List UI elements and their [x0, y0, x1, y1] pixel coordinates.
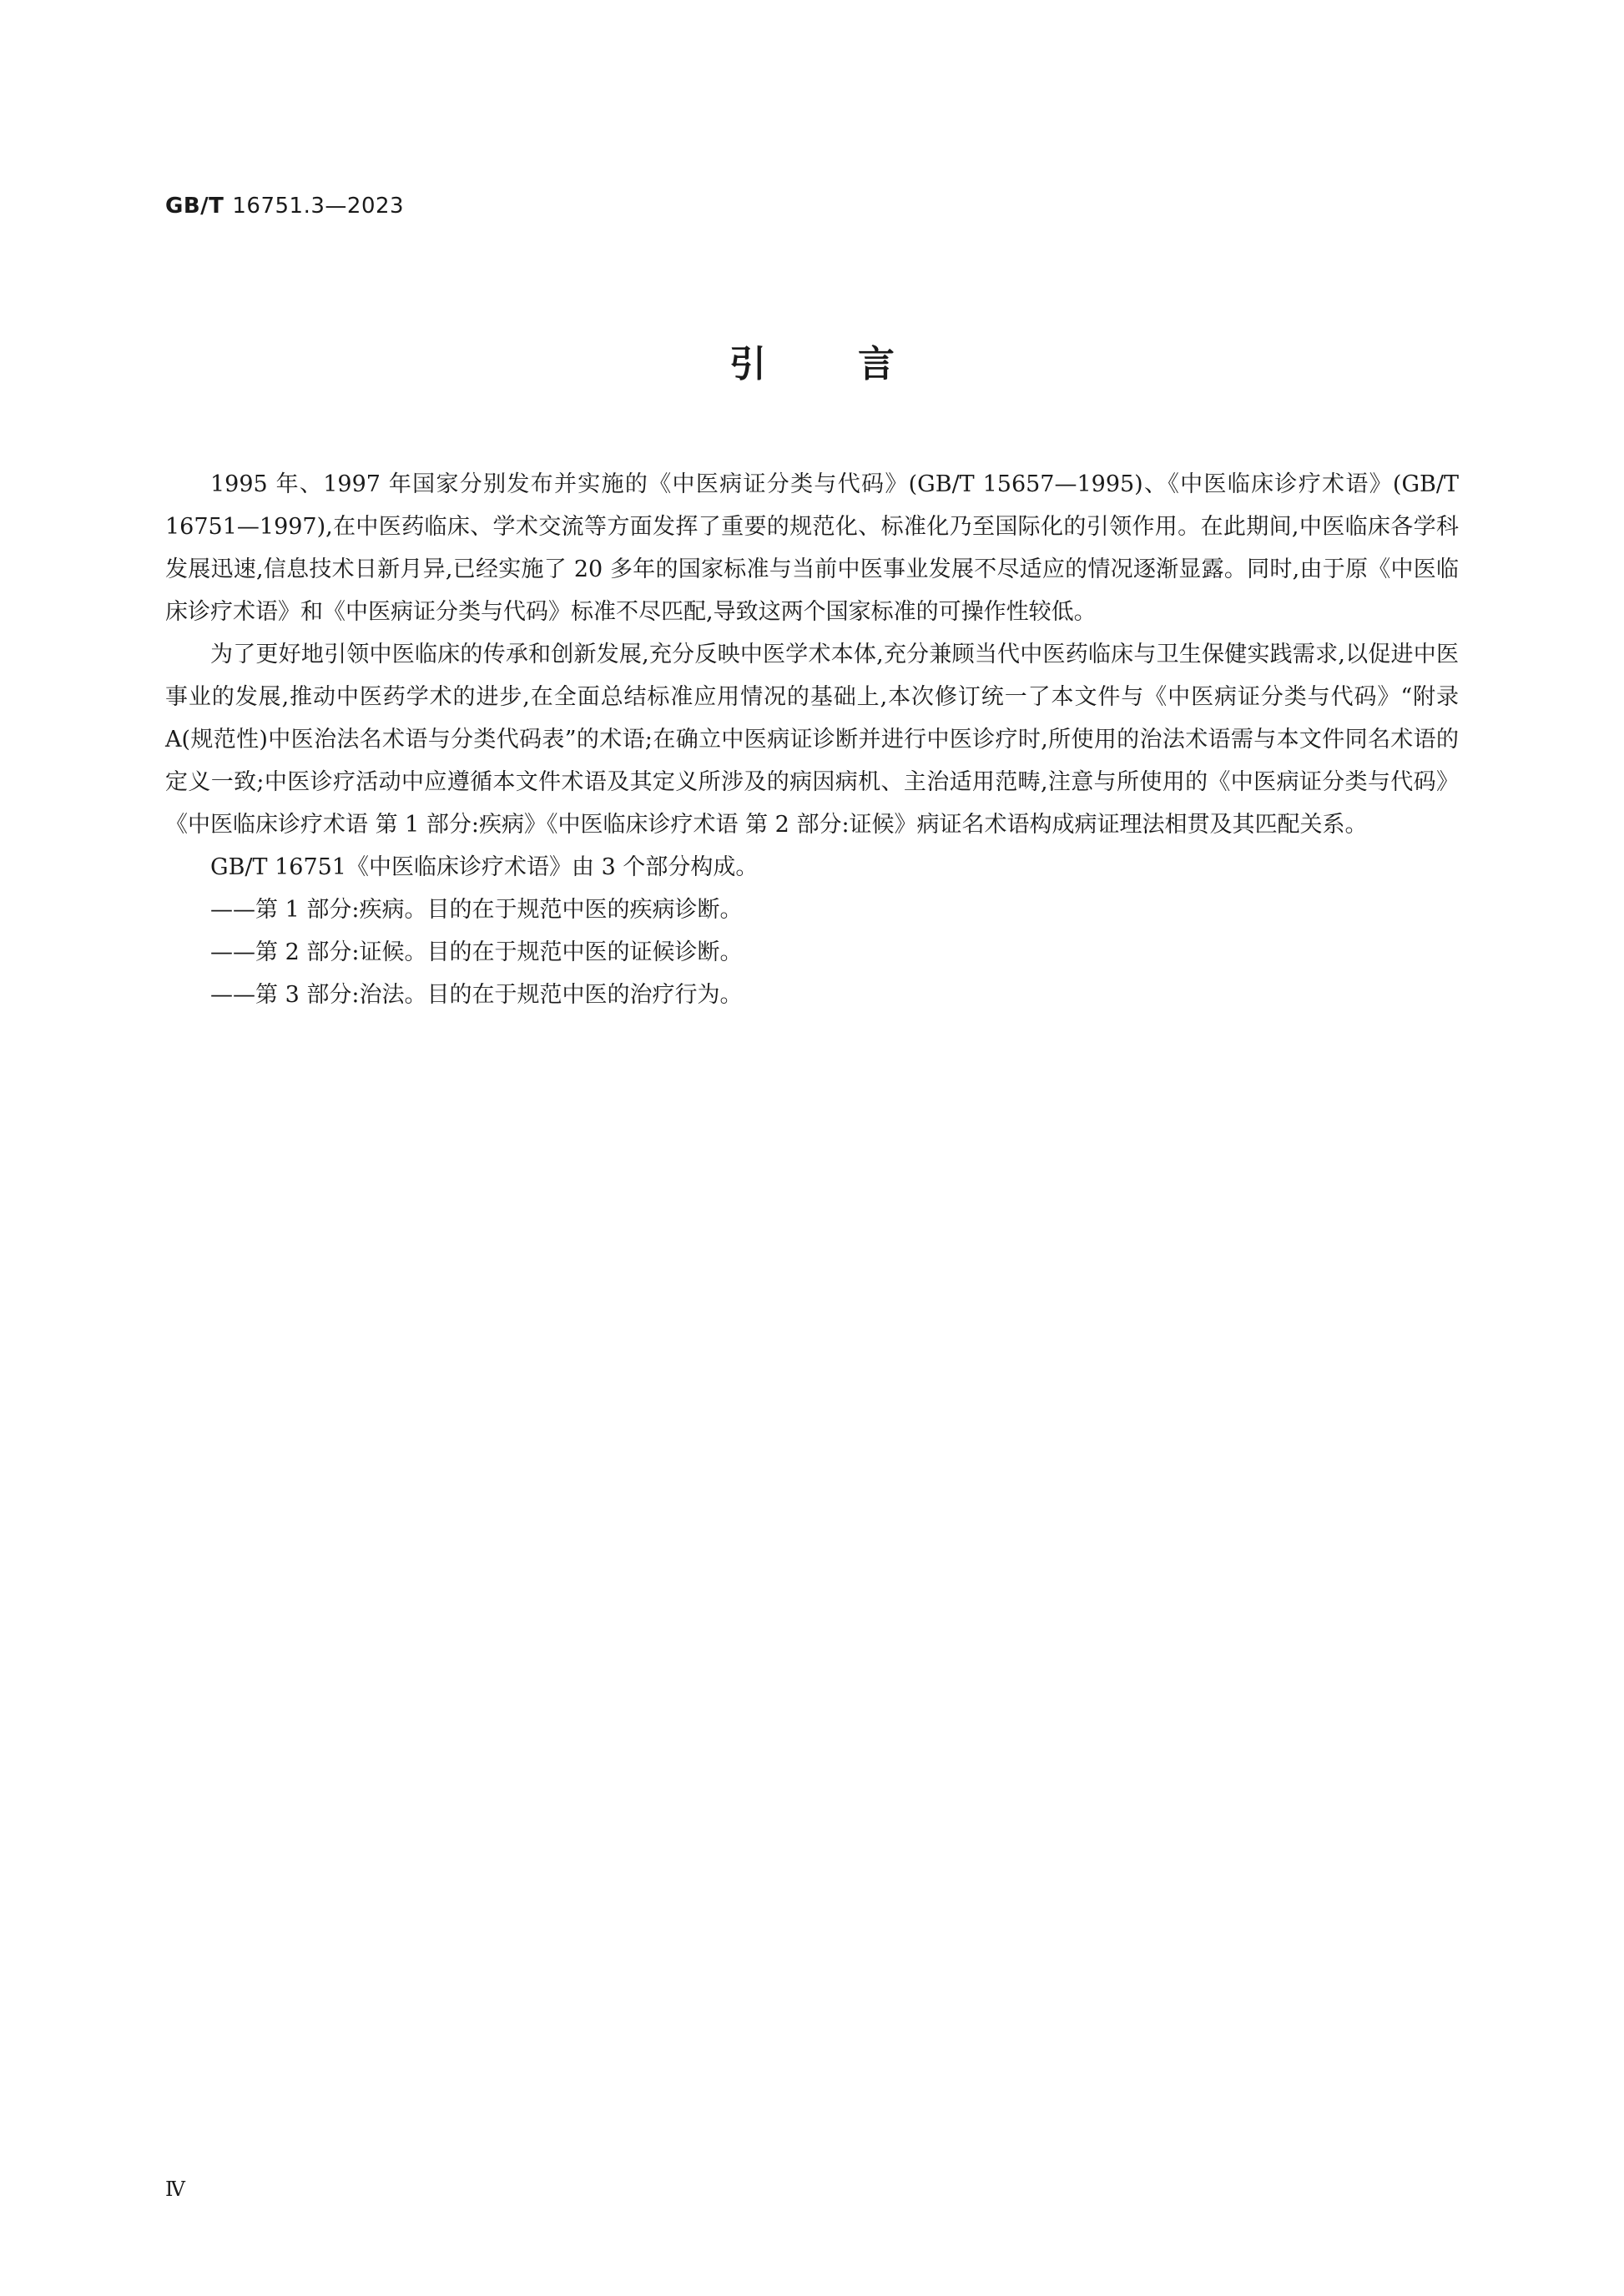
list-item-part-3: ——第 3 部分:治法。目的在于规范中医的治疗行为。 [210, 982, 743, 1008]
standard-prefix: GB/T [165, 194, 224, 219]
list-item-part-2: ——第 2 部分:证候。目的在于规范中医的证候诊断。 [210, 939, 743, 965]
paragraph-revision-purpose: 为了更好地引领中医临床的传承和创新发展,充分反映中医学术本体,充分兼顾当代中医药临床与卫生保健实践需求,以促进中医事业的发展,推动中医药学术的进步,在全面总结标准应用情况的基础上,本次修订统一了本文件与《中医病证分类与代码》“附录 A(规范性)中医治法名术语与分类代码表”的术语;在确立中医病证诊断并进行中医诊疗时,所使用的治法术语需与本文件同名术语的定义一致;中医诊疗活动中应遵循本文件术语及其定义所涉及的病因病机、主治适用范畴,注意与所使用的《中医病证分类与代码》《中医临床诊疗术语 第 1 部分:疾病》《中医临床诊疗术语 第 2 部分:证候》病证名术语构成病证理法相贯及其匹配关系。 [165, 642, 1459, 838]
paragraph-structure: GB/T 16751《中医临床诊疗术语》由 3 个部分构成。 [210, 854, 759, 880]
paragraph-background: 1995 年、1997 年国家分别发布并实施的《中医病证分类与代码》(GB/T 15657—1995)、《中医临床诊疗术语》(GB/T 16751—1997),在中医药临床、学术交流等方面发挥了重要的规范化、标准化乃至国际化的引领作用。在此期间,中医临床各学科发展迅速,信息技术日新月异,已经实施了 20 多年的国家标准与当前中医事业发展不尽适应的情况逐渐显露。同时,由于原《中医临床诊疗术语》和《中医病证分类与代码》标准不尽匹配,导致这两个国家标准的可操作性较低。 [165, 471, 1459, 625]
standard-number: 16751.3—2023 [232, 194, 405, 219]
page-number: Ⅳ [165, 2178, 185, 2201]
introduction-body [165, 463, 1459, 1016]
list-item-part-1: ——第 1 部分:疾病。目的在于规范中医的疾病诊断。 [210, 897, 743, 923]
page-title: 引言 [729, 343, 986, 385]
standard-header [165, 194, 404, 219]
